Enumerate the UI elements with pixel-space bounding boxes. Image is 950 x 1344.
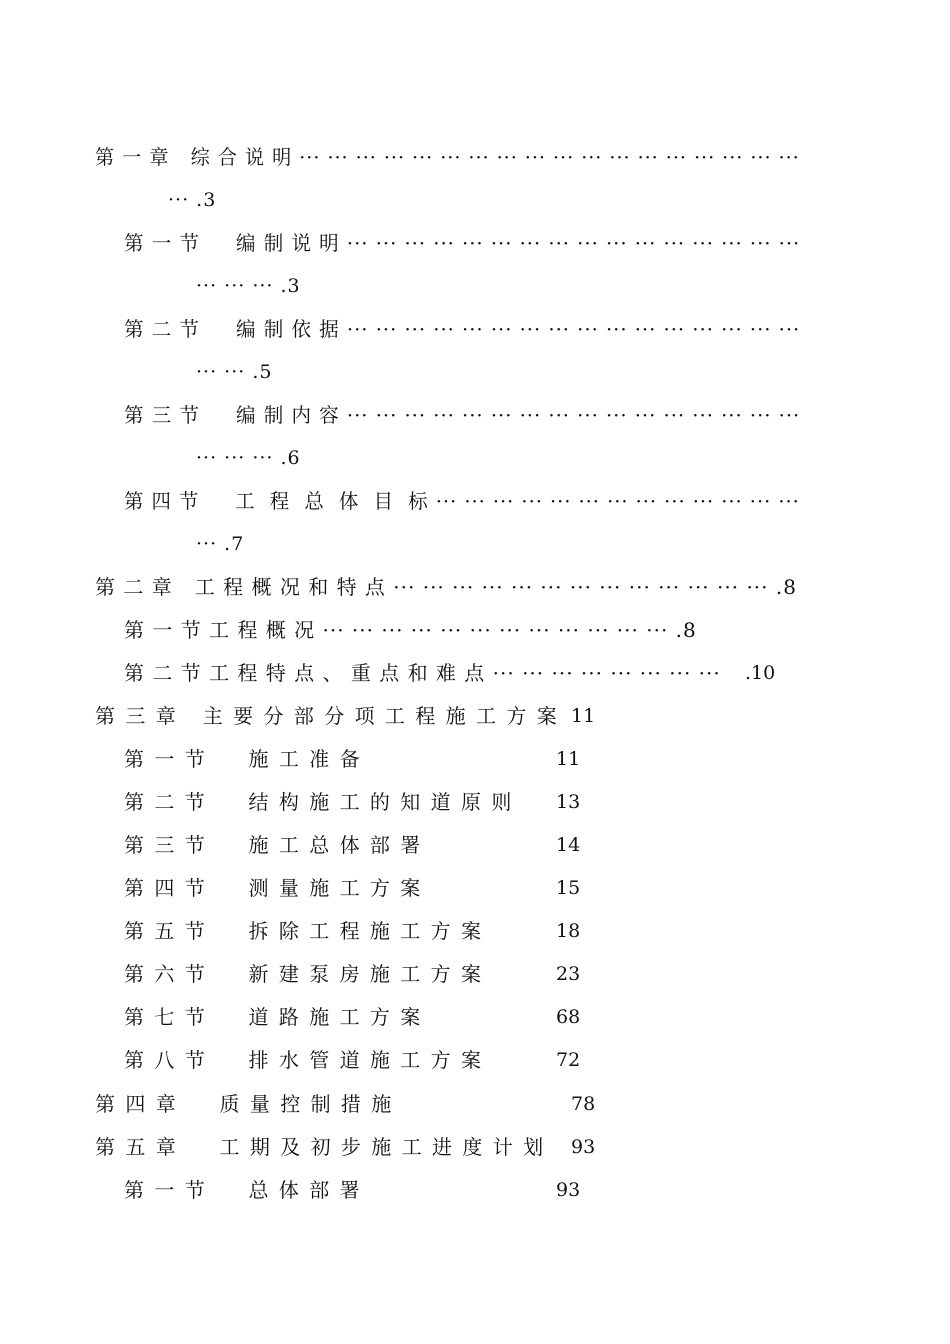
toc-section-3-7[interactable]: 第 七 节 道 路 施 工 方 案 — [124, 1005, 423, 1029]
toc-section-1-1[interactable]: 第 一 节 编 制 说 明 ··· ··· ··· ··· ··· ··· ··· ··· ··· ··· ··· ··· ··· ··· ··· ··· — [124, 231, 801, 255]
toc-chapter-5[interactable]: 第 五 章 工 期 及 初 步 施 工 进 度 计 划 — [95, 1135, 546, 1159]
toc-chapter-1-page: ··· .3 — [168, 189, 217, 211]
toc-section-1-4-page: ··· .7 — [196, 533, 245, 555]
toc-section-1-3[interactable]: 第 三 节 编 制 内 容 ··· ··· ··· ··· ··· ··· ··· ··· ··· ··· ··· ··· ··· ··· ··· ··· — [124, 403, 801, 427]
toc-section-3-8-page: 72 — [556, 1049, 581, 1071]
toc-section-5-1-page: 93 — [556, 1179, 581, 1201]
toc-section-3-4[interactable]: 第 四 节 测 量 施 工 方 案 — [124, 876, 423, 900]
toc-chapter-4-page: 78 — [571, 1093, 596, 1115]
toc-chapter-4[interactable]: 第 四 章 质 量 控 制 措 施 — [95, 1092, 394, 1116]
toc-section-1-2[interactable]: 第 二 节 编 制 依 据 ··· ··· ··· ··· ··· ··· ··· ··· ··· ··· ··· ··· ··· ··· ··· ··· — [124, 317, 801, 341]
toc-section-3-2-page: 13 — [556, 791, 581, 813]
toc-chapter-5-page: 93 — [571, 1136, 596, 1158]
toc-chapter-1[interactable]: 第 一 章 综 合 说 明 ··· ··· ··· ··· ··· ··· ··· ··· ··· ··· ··· ··· ··· ··· ··· ··· ··· ··· — [95, 145, 800, 169]
toc-section-3-4-page: 15 — [556, 877, 581, 899]
toc-section-1-1-page: ··· ··· ··· .3 — [196, 275, 301, 297]
toc-section-2-2[interactable]: 第 二 节 工 程 特 点 、 重 点 和 难 点 ··· ··· ··· ··· ··· ··· ··· ··· — [124, 661, 721, 685]
toc-chapter-3-page: 11 — [571, 705, 596, 727]
toc-section-3-5[interactable]: 第 五 节 拆 除 工 程 施 工 方 案 — [124, 919, 484, 943]
toc-section-1-4[interactable]: 第 四 节 工 程 总 体 目 标 ··· ··· ··· ··· ··· ··· ··· ··· ··· ··· ··· ··· ··· — [124, 489, 800, 513]
toc-section-3-3[interactable]: 第 三 节 施 工 总 体 部 署 — [124, 833, 423, 857]
toc-section-5-1[interactable]: 第 一 节 总 体 部 署 — [124, 1178, 362, 1202]
toc-section-3-3-page: 14 — [556, 834, 581, 856]
toc-section-3-6-page: 23 — [556, 963, 581, 985]
toc-section-3-2[interactable]: 第 二 节 结 构 施 工 的 知 道 原 则 — [124, 790, 514, 814]
toc-chapter-3[interactable]: 第 三 章 主 要 分 部 分 项 工 程 施 工 方 案 — [95, 704, 559, 728]
toc-section-2-1[interactable]: 第 一 节 工 程 概 况 ··· ··· ··· ··· ··· ··· ··· ··· ··· ··· ··· ··· .8 — [124, 618, 697, 642]
toc-section-1-2-page: ··· ··· .5 — [196, 361, 273, 383]
toc-chapter-2[interactable]: 第 二 章 工 程 概 况 和 特 点 ··· ··· ··· ··· ··· ··· ··· ··· ··· ··· ··· ··· ··· .8 — [95, 575, 797, 599]
toc-section-3-7-page: 68 — [556, 1006, 581, 1028]
toc-section-3-1-page: 11 — [556, 748, 581, 770]
toc-section-3-6[interactable]: 第 六 节 新 建 泵 房 施 工 方 案 — [124, 962, 484, 986]
toc-section-2-2-page: .10 — [745, 662, 776, 684]
toc-section-3-8[interactable]: 第 八 节 排 水 管 道 施 工 方 案 — [124, 1048, 484, 1072]
toc-section-3-1[interactable]: 第 一 节 施 工 准 备 — [124, 747, 362, 771]
toc-section-3-5-page: 18 — [556, 920, 581, 942]
toc-section-1-3-page: ··· ··· ··· .6 — [196, 447, 301, 469]
